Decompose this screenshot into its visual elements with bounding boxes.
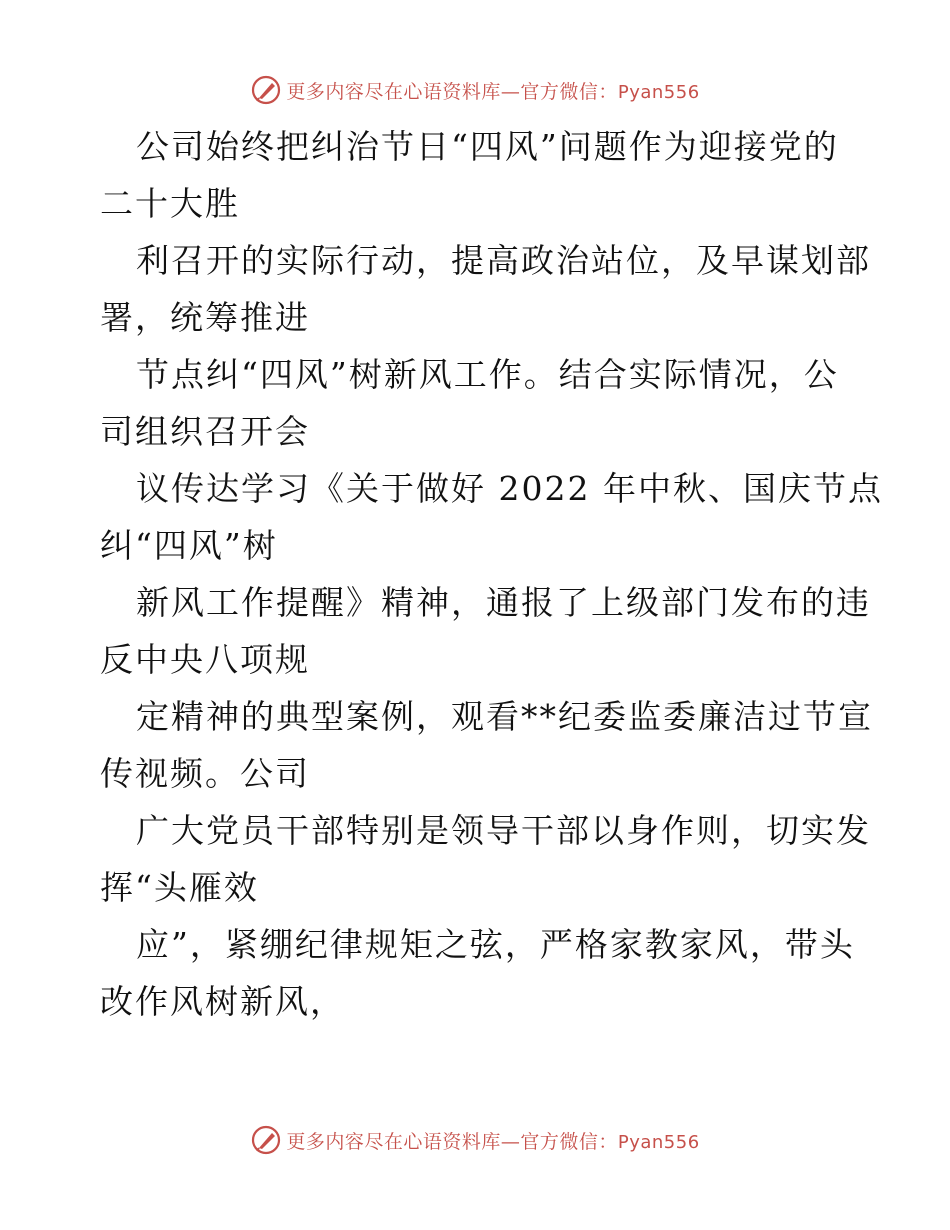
footer-banner-id: Pyan556 — [617, 1131, 700, 1153]
body-line: 署，统筹推进 — [100, 298, 310, 337]
body-line: 改作风树新风， — [100, 982, 345, 1021]
body-line: 议传达学习《关于做好 2022 年中秋、国庆节点 — [136, 469, 883, 508]
body-line: 应”，紧绷纪律规矩之弦，严格家教家风，带头 — [136, 925, 855, 964]
header-banner-text — [286, 77, 699, 104]
footer-banner — [0, 1120, 950, 1160]
footer-banner-text — [286, 1127, 699, 1154]
body-line: 定精神的典型案例，观看**纪委监委廉洁过节宣 — [136, 697, 873, 736]
quill-pen-logo-icon — [250, 74, 282, 106]
body-line: 公司始终把纠治节日“四风”问题作为迎接党的 — [136, 127, 839, 166]
body-line: 传视频。公司 — [100, 754, 310, 793]
body-line: 反中央八项规 — [100, 640, 310, 679]
header-banner-main: 更多内容尽在心语资料库—官方微信： — [286, 80, 618, 103]
header-banner-id: Pyan556 — [617, 81, 700, 103]
body-line: 司组织召开会 — [100, 412, 310, 451]
header-banner — [0, 70, 950, 110]
body-line: 挥“头雁效 — [100, 868, 259, 907]
footer-banner-main: 更多内容尽在心语资料库—官方微信： — [286, 1130, 618, 1153]
body-line: 纠“四风”树 — [100, 526, 278, 565]
document-body — [100, 118, 883, 1030]
quill-pen-logo-icon — [250, 1124, 282, 1156]
body-line: 节点纠“四风”树新风工作。结合实际情况，公 — [136, 355, 839, 394]
body-line: 二十大胜 — [100, 184, 240, 223]
body-line: 广大党员干部特别是领导干部以身作则，切实发 — [136, 811, 871, 850]
body-line: 利召开的实际行动，提高政治站位，及早谋划部 — [136, 241, 871, 280]
body-line: 新风工作提醒》精神，通报了上级部门发布的违 — [136, 583, 871, 622]
